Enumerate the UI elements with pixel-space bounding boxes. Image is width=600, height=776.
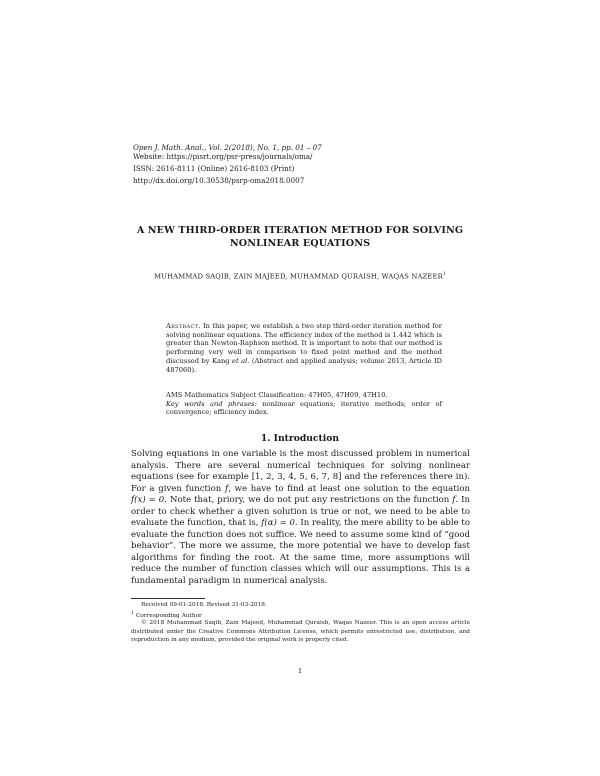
journal-issn: ISSN: 2616-8111 (Online) 2616-8103 (Print) <box>133 164 295 173</box>
abstract-et-al: et al. <box>232 356 250 365</box>
abstract-heading: Abstract. <box>166 322 201 330</box>
math-equation-falpha: f(α) = 0 <box>261 518 295 529</box>
keywords-label: Key words and phrases: <box>166 399 257 408</box>
msc-classification: AMS Mathematics Subject Classification: 47H05, 47H09, 47H10. <box>166 391 388 399</box>
section-heading-introduction: 1. Introduction <box>260 433 340 444</box>
math-equation-fx: f(x) = 0 <box>131 495 165 506</box>
intro-text-3: . Note that, priory, we do not put any restrictions on the function <box>164 495 453 506</box>
author-list <box>0 270 600 281</box>
abstract-text-end: (Abstract and applied analysis; volume 2013, Article ID 487060). <box>166 356 442 374</box>
math-var-f: f <box>225 483 229 494</box>
intro-text-5: . In reality, the mere ability to be able to evaluate the function does not suffice. We need to assume some kind of “good behavior”. The more we assume, the more potential we have to develop fast algorithms for finding the root. At the same time, more assumptions will reduce the number of function classes which will our assumptions. This is a fundamental paradigm in numerical analysis. <box>131 518 470 587</box>
author-footnote-marker: 1 <box>442 272 446 277</box>
footnote-copyright: © 2018 Muhammad Saqib, Zain Majeed, Muhammad Quraish, Waqas Nazeer. This is an open access article distributed under the Creative Commons Attribution License, which permits unrestricted use, distribution, and reproduction in any medium, provided the original work is properly cited. <box>131 620 470 644</box>
keywords <box>166 400 442 417</box>
keywords-list: nonlinear equations; iterative methods; order of convergence; efficiency index. <box>166 399 442 417</box>
classification <box>166 391 442 417</box>
journal-citation: Open J. Math. Anal., Vol. 2(2018), No. 1, pp. 01 – 07 <box>133 143 322 152</box>
paper-title-line-2: NONLINEAR EQUATIONS <box>229 238 371 249</box>
intro-text-2: , we have to find at least one solution to the equation <box>228 483 471 494</box>
footnote-marker: 1 <box>131 611 135 616</box>
author-names: MUHAMMAD SAQIB, ZAIN MAJEED, MUHAMMAD QURAISH, WAQAS NAZEER <box>154 272 443 281</box>
journal-website: Website: https://pisrt.org/psr-press/journals/oma/ <box>133 152 313 161</box>
footnote-rule <box>131 598 205 599</box>
intro-text-1: Solving equations in one variable is the most discussed problem in numerical analysis. There are several numerical techniques for solving nonlinear equations (see for example [1, 2, 3, 4, 5, 6, 7, 8] and the references there in). For a given function <box>131 449 470 494</box>
abstract <box>166 322 442 374</box>
footnote-received: Received 09-01-2018. Revised 31-03-2018. <box>141 602 267 608</box>
page-number: 1 <box>297 667 303 675</box>
article-doi: http://dx.doi.org/10.30538/psrp-oma2018.0007 <box>133 176 305 185</box>
footnote-corresponding-text: Corresponding Author <box>134 612 202 619</box>
intro-text-4: . In order to check whether a given solution is true or not, we need to be able to evaluate the function, that is, <box>131 495 470 529</box>
math-var-f-2: f <box>452 495 456 506</box>
abstract-text: In this paper, we establish a two step third-order iteration method for solving nonlinear equations. The efficiency index of the method is 1.442 which is greater than Newton-Raphson method. It is important to note that our method is performing very well in comparison to fixed point method and the method discussed by Kang <box>166 322 442 365</box>
introduction-paragraph <box>131 449 470 588</box>
paper-title-line-1: A NEW THIRD-ORDER ITERATION METHOD FOR SOLVING <box>136 225 464 236</box>
